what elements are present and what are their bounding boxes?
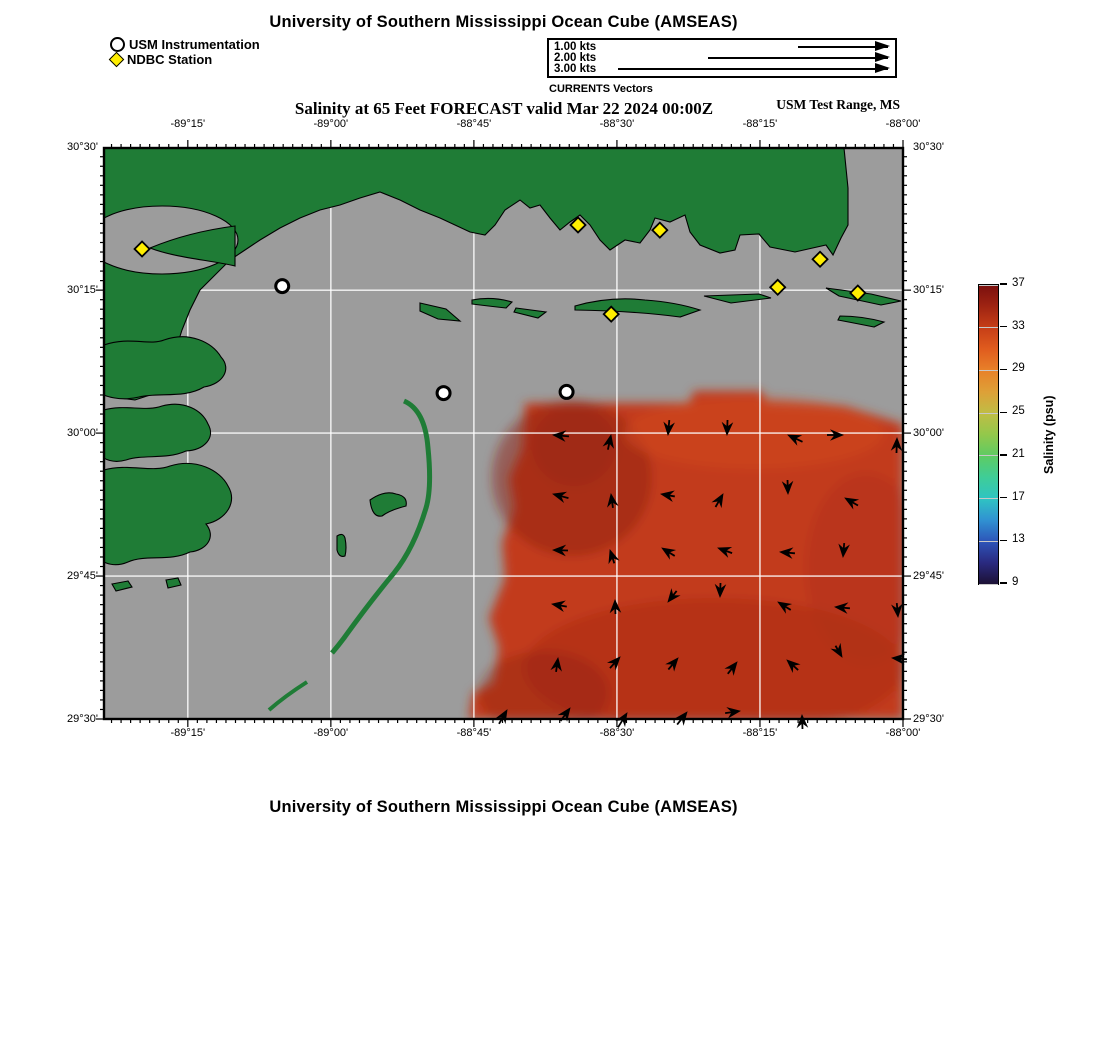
axis-label-lon-bottom: -88°15' bbox=[742, 727, 778, 739]
usm-circle-marker-icon bbox=[110, 37, 125, 52]
currents-scale-row bbox=[554, 42, 890, 53]
colorbar-tick bbox=[1000, 454, 1007, 455]
axis-label-lat-right: 30°30' bbox=[913, 141, 944, 154]
colorbar-tick bbox=[1000, 540, 1007, 541]
map-canvas bbox=[88, 132, 918, 732]
colorbar-separator bbox=[979, 498, 998, 499]
colorbar-separator bbox=[979, 455, 998, 456]
forecast-subtitle: Salinity at 65 Feet FORECAST valid Mar 22 2024 00:00Z bbox=[294, 99, 714, 118]
axis-label-lat-right: 30°15' bbox=[913, 284, 944, 297]
colorbar-tick-label: 37 bbox=[1012, 277, 1025, 289]
axis-label-lon-top: -88°30' bbox=[599, 118, 635, 130]
colorbar-tick bbox=[1000, 412, 1007, 413]
colorbar-separator bbox=[979, 327, 998, 328]
axis-label-lat-left: 30°15' bbox=[67, 284, 98, 297]
arrowhead-icon bbox=[875, 41, 890, 51]
ndbc-diamond-marker-icon bbox=[109, 52, 125, 68]
currents-speed-label: 3.00 kts bbox=[554, 63, 597, 75]
arrowhead-icon bbox=[875, 63, 890, 73]
axis-label-lat-left: 29°45' bbox=[67, 570, 98, 583]
axis-label-lon-top: -88°45' bbox=[456, 118, 492, 130]
colorbar-tick bbox=[1000, 582, 1007, 583]
legend-row-usm bbox=[110, 37, 260, 52]
axis-label-lon-bottom: -88°00' bbox=[885, 727, 921, 739]
colorbar-tick bbox=[1000, 369, 1007, 370]
colorbar-separator bbox=[979, 370, 998, 371]
axis-label-lat-left: 29°30' bbox=[67, 713, 98, 725]
colorbar-separator bbox=[979, 413, 998, 414]
colorbar-tick-label: 21 bbox=[1012, 447, 1025, 460]
usm-station-marker bbox=[560, 385, 573, 398]
colorbar-tick-label: 13 bbox=[1012, 533, 1025, 546]
currents-speed-label: 1.00 kts bbox=[554, 41, 597, 53]
salinity-colorbar bbox=[978, 284, 999, 585]
axis-label-lat-right: 29°45' bbox=[913, 570, 944, 583]
colorbar-tick bbox=[1000, 283, 1007, 284]
usm-station-marker bbox=[437, 387, 450, 400]
currents-scale-caption: CURRENTS Vectors bbox=[549, 83, 653, 95]
currents-scale-vector bbox=[618, 68, 888, 70]
map-area bbox=[88, 132, 918, 737]
usm-station-marker bbox=[276, 280, 289, 293]
colorbar-tick-label: 29 bbox=[1012, 362, 1025, 375]
axis-label-lon-bottom: -89°15' bbox=[170, 727, 206, 739]
legend-row-ndbc bbox=[110, 52, 260, 67]
region-label: USM Test Range, MS bbox=[776, 97, 900, 112]
figure-title-bottom: University of Southern Mississippi Ocean Cube (AMSEAS) bbox=[269, 798, 738, 816]
axis-label-lat-right: 30°00' bbox=[913, 427, 944, 440]
legend-label-usm: USM Instrumentation bbox=[129, 37, 260, 52]
colorbar-tick-label: 25 bbox=[1012, 405, 1025, 418]
colorbar-tick-label: 17 bbox=[1012, 490, 1025, 503]
colorbar-separator bbox=[979, 285, 998, 286]
figure-title-top: University of Southern Mississippi Ocean Cube (AMSEAS) bbox=[269, 13, 738, 31]
currents-speed-label: 2.00 kts bbox=[554, 52, 597, 64]
axis-label-lat-left: 30°30' bbox=[67, 141, 98, 154]
axis-label-lon-bottom: -88°45' bbox=[456, 727, 492, 739]
colorbar-tick-label: 9 bbox=[1012, 576, 1019, 588]
axis-label-lon-top: -88°15' bbox=[742, 118, 778, 130]
colorbar-separator bbox=[979, 541, 998, 542]
axis-label-lon-top: -89°15' bbox=[170, 118, 206, 130]
currents-scale-box bbox=[547, 38, 897, 78]
colorbar-title: Salinity (psu) bbox=[1042, 395, 1056, 474]
currents-scale-row bbox=[554, 64, 890, 75]
colorbar-tick bbox=[1000, 497, 1007, 498]
axis-label-lon-bottom: -89°00' bbox=[313, 727, 349, 739]
axis-label-lon-top: -88°00' bbox=[885, 118, 921, 130]
axis-label-lon-bottom: -88°30' bbox=[599, 727, 635, 739]
currents-scale-row bbox=[554, 53, 890, 64]
salinity-field bbox=[469, 391, 918, 732]
colorbar-separator bbox=[979, 584, 998, 585]
colorbar-tick bbox=[1000, 326, 1007, 327]
currents-scale-vector bbox=[708, 57, 888, 59]
legend-label-ndbc: NDBC Station bbox=[127, 52, 213, 67]
arrowhead-icon bbox=[875, 52, 890, 62]
axis-label-lat-right: 29°30' bbox=[913, 713, 944, 725]
currents-scale-vector bbox=[798, 46, 888, 48]
axis-label-lat-left: 30°00' bbox=[67, 427, 98, 440]
axis-label-lon-top: -89°00' bbox=[313, 118, 349, 130]
station-legend bbox=[110, 37, 260, 67]
colorbar-tick-label: 33 bbox=[1012, 319, 1025, 332]
